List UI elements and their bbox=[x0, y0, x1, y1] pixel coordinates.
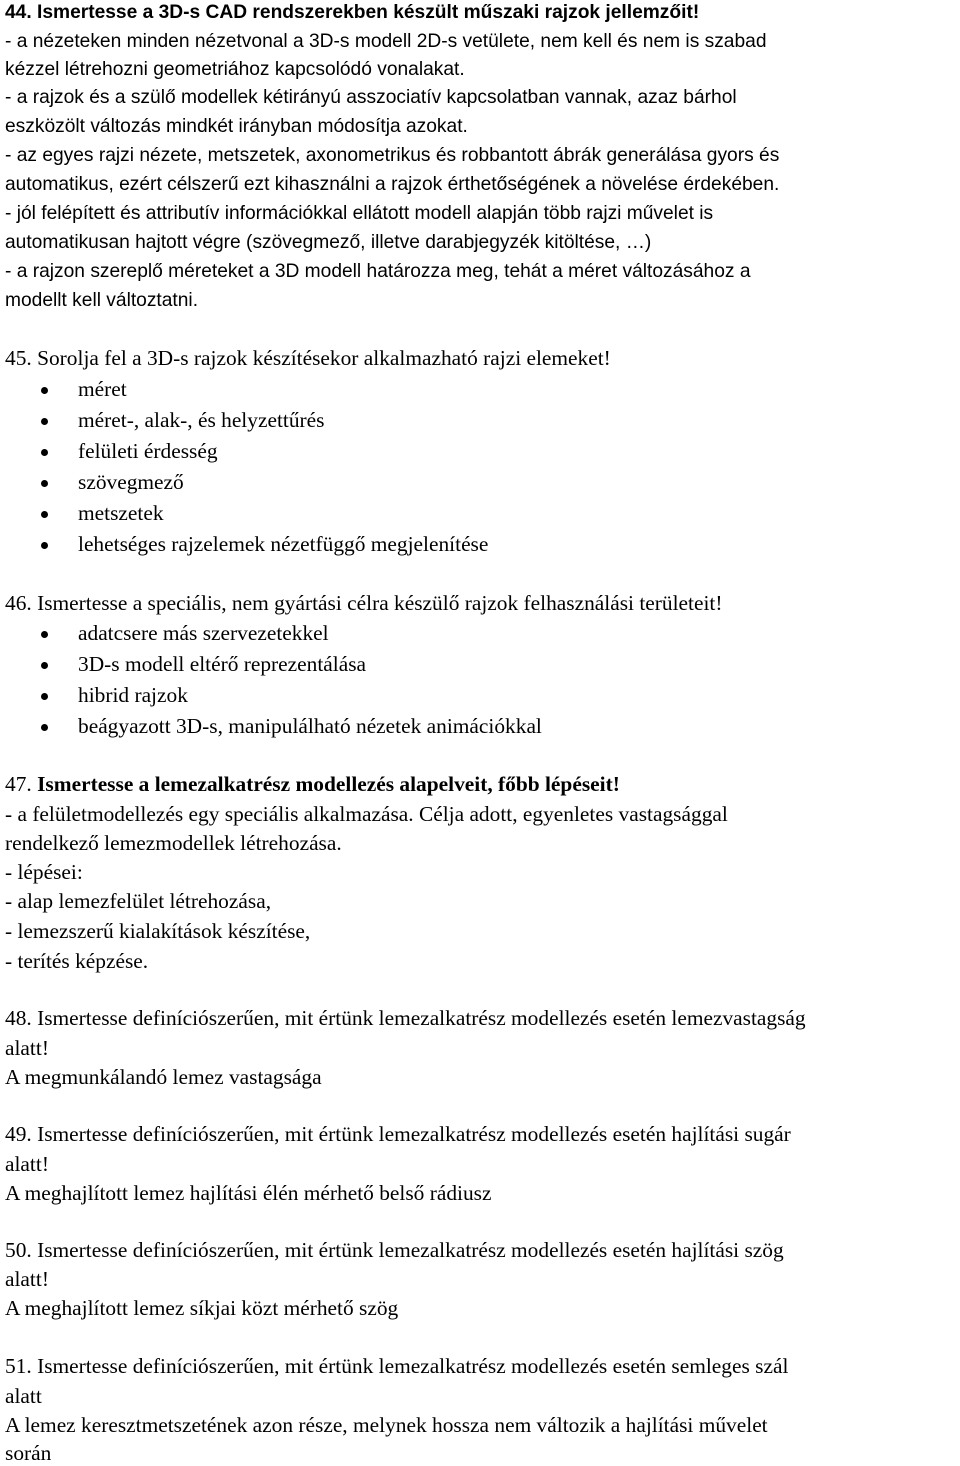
q49-question: alatt! bbox=[5, 1152, 49, 1176]
q51-answer: A lemez keresztmetszetének azon része, melynek hossza nem változik a hajlítási művelet bbox=[5, 1413, 768, 1437]
bullet-icon bbox=[41, 724, 48, 731]
list-item-text: méret-, alak-, és helyzettűrés bbox=[78, 408, 325, 432]
list-item-text: lehetséges rajzelemek nézetfüggő megjelenítése bbox=[78, 532, 489, 556]
q45-title: 45. Sorolja fel a 3D-s rajzok készítésekor alkalmazható rajzi elemeket! bbox=[5, 346, 611, 370]
q44-line: kézzel létrehozni geometriához kapcsolódó vonalakat. bbox=[5, 59, 465, 80]
q51-question: 51. Ismertesse definíciószerűen, mit értünk lemezalkatrész modellezés esetén semleges szál bbox=[5, 1354, 789, 1378]
bullet-icon bbox=[41, 631, 48, 638]
list-item-text: metszetek bbox=[78, 501, 164, 525]
list-item-text: szövegmező bbox=[78, 470, 184, 494]
q48-question: alatt! bbox=[5, 1036, 49, 1060]
q44-line: eszközölt változás mindkét irányban módosítja azokat. bbox=[5, 116, 468, 137]
q47-title: Ismertesse a lemezalkatrész modellezés alapelveit, főbb lépéseit! bbox=[37, 772, 620, 796]
list-item-text: beágyazott 3D-s, manipulálható nézetek animációkkal bbox=[78, 714, 542, 738]
bullet-icon bbox=[41, 418, 48, 425]
q47-line: - lemezszerű kialakítások készítése, bbox=[5, 919, 311, 943]
q47-line: rendelkező lemezmodellek létrehozása. bbox=[5, 831, 342, 855]
q49-question: 49. Ismertesse definíciószerűen, mit értünk lemezalkatrész modellezés esetén hajlítási sugár bbox=[5, 1122, 791, 1146]
q47-line: - lépései: bbox=[5, 860, 83, 884]
bullet-icon bbox=[41, 449, 48, 456]
bullet-icon bbox=[41, 511, 48, 518]
q46-title: 46. Ismertesse a speciális, nem gyártási célra készülő rajzok felhasználási területeit! bbox=[5, 591, 723, 615]
q50-question: alatt! bbox=[5, 1267, 49, 1291]
q48-answer: A megmunkálandó lemez vastagsága bbox=[5, 1065, 322, 1089]
q44-line: - a nézeteken minden nézetvonal a 3D-s modell 2D-s vetülete, nem kell és nem is szabad bbox=[5, 31, 767, 52]
q44-line: - az egyes rajzi nézete, metszetek, axonometrikus és robbantott ábrák generálása gyors és bbox=[5, 145, 780, 166]
q44-line: - jól felépített és attributív információkkal ellátott modell alapján több rajzi művelet is bbox=[5, 203, 714, 224]
q50-answer: A meghajlított lemez síkjai közt mérhető szög bbox=[5, 1296, 399, 1320]
list-item-text: felületi érdesség bbox=[78, 439, 218, 463]
q47-number: 47. bbox=[5, 772, 32, 796]
q48-question: 48. Ismertesse definíciószerűen, mit értünk lemezalkatrész modellezés esetén lemezvastagság bbox=[5, 1006, 806, 1030]
q44-line: automatikusan hajtott végre (szövegmező, illetve darabjegyzék kitöltése, …) bbox=[5, 232, 652, 253]
q51-question: alatt bbox=[5, 1384, 42, 1408]
list-item-text: hibrid rajzok bbox=[78, 683, 188, 707]
q44-line: automatikus, ezért célszerű ezt kihasználni a rajzok érthetőségének a növelése érdekében. bbox=[5, 174, 780, 195]
bullet-icon bbox=[41, 693, 48, 700]
list-item-text: méret bbox=[78, 377, 127, 401]
q44-line: - a rajzon szereplő méreteket a 3D modell határozza meg, tehát a méret változásához a bbox=[5, 261, 751, 282]
bullet-icon bbox=[41, 480, 48, 487]
list-item-text: adatcsere más szervezetekkel bbox=[78, 621, 329, 645]
bullet-icon bbox=[41, 387, 48, 394]
q47-line: - a felületmodellezés egy speciális alkalmazása. Célja adott, egyenletes vastagsággal bbox=[5, 802, 728, 826]
q44-title: 44. Ismertesse a 3D-s CAD rendszerekben készült műszaki rajzok jellemzőit! bbox=[5, 2, 700, 23]
q47-title-line bbox=[5, 774, 620, 795]
q47-line: - alap lemezfelület létrehozása, bbox=[5, 889, 272, 913]
q44-line: modellt kell változtatni. bbox=[5, 290, 199, 311]
q49-answer: A meghajlított lemez hajlítási élén mérhető belső rádiusz bbox=[5, 1181, 492, 1205]
bullet-icon bbox=[41, 662, 48, 669]
q47-line: - terítés képzése. bbox=[5, 949, 149, 973]
q44-line: - a rajzok és a szülő modellek kétirányú asszociatív kapcsolatban vannak, azaz bárhol bbox=[5, 87, 737, 108]
list-item-text: 3D-s modell eltérő reprezentálása bbox=[78, 652, 367, 676]
q51-answer: során bbox=[5, 1441, 52, 1465]
q50-question: 50. Ismertesse definíciószerűen, mit értünk lemezalkatrész modellezés esetén hajlítási szög bbox=[5, 1238, 784, 1262]
bullet-icon bbox=[41, 542, 48, 549]
